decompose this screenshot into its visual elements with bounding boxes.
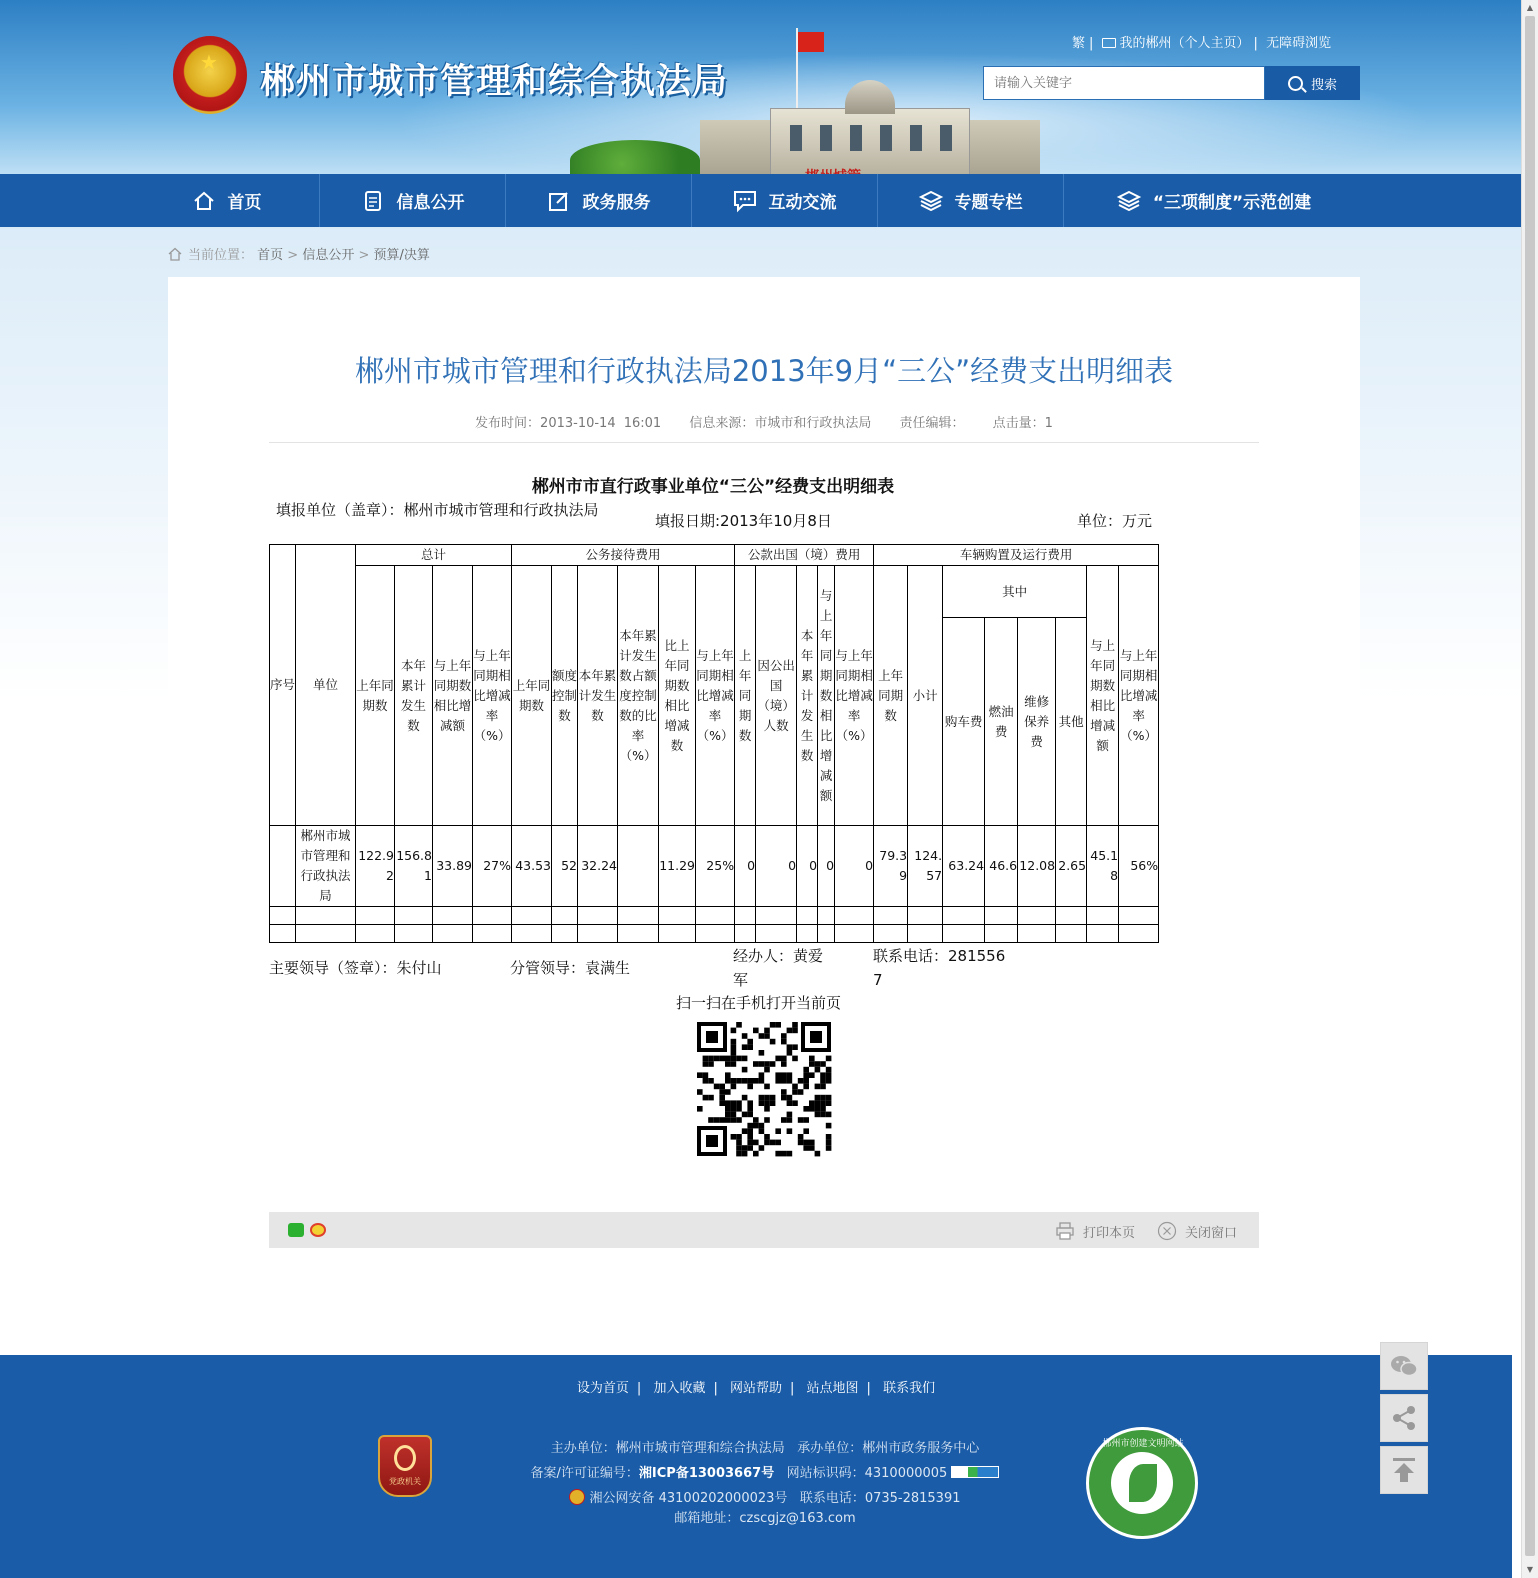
group-reception: 公务接待费用 [512,545,735,566]
footer-police[interactable]: 湘公网安备 43100202000023号 [589,1491,788,1506]
printer-icon [1055,1221,1075,1241]
nav-label: 信息公开 [396,193,465,213]
header-seq: 序号 [270,545,296,826]
group-vehicle-sub: 其中 [943,566,1087,618]
edit-icon [547,189,571,213]
group-vehicle: 车辆购置及运行费用 [874,545,1159,566]
flag-decoration [798,32,824,52]
table-cell: 11.29 [659,826,696,907]
table-cell: 25% [696,826,735,907]
building-window [850,125,862,151]
table-cell: 2.65 [1056,826,1087,907]
header-cell: 上年同期数 [874,566,908,826]
search-icon [1288,76,1303,91]
footer-link-help[interactable]: 网站帮助 [729,1381,782,1396]
footer-link-sitemap[interactable]: 站点地图 [806,1381,859,1396]
table-cell: 122.92 [356,826,395,907]
table-cell: 27% [473,826,512,907]
qr-label: 扫一扫在手机打开当前页 [676,994,842,1012]
print-button[interactable] [1055,1221,1135,1241]
divider [269,442,1259,443]
header-cell: 其他 [1056,618,1087,826]
back-to-top-button[interactable] [1380,1446,1428,1494]
header-cell: 本年累计发生数 [395,566,433,826]
fill-unit: 填报单位（盖章）：郴州市城市管理和行政执法局 [276,501,599,519]
qr-code [697,1022,831,1156]
article-meta [168,412,1360,431]
table-cell: 0 [797,826,818,907]
traditional-chinese-link[interactable]: 繁 [1072,36,1086,51]
accessibility-link[interactable]: 无障碍浏览 [1266,36,1332,51]
handler-sign: 经办人：黄爱军 [733,947,824,989]
header-cell: 燃油费 [985,618,1018,826]
table-cell: 56% [1119,826,1159,907]
table-cell [270,826,296,907]
building-window [910,125,922,151]
editor: 责任编辑： [899,416,965,431]
footer-icp-label: 备案/许可证编号： [530,1466,639,1481]
layers-icon [919,189,943,213]
article-title: 郴州市城市管理和行政执法局2013年9月“三公”经费支出明细表 [354,354,1174,388]
footer-link-bookmark[interactable]: 加入收藏 [653,1381,706,1396]
table-cell: 124.57 [908,826,943,907]
chat-icon [733,189,757,213]
nav-item-interaction[interactable] [692,174,878,227]
layers-icon [1117,189,1141,213]
nav-label: 政务服务 [582,193,651,213]
footer-icp-line [0,1462,1530,1481]
police-badge-icon [569,1489,585,1505]
breadcrumb-prefix: 当前位置： [188,248,254,263]
header-cell: 小计 [908,566,943,826]
site-header [0,0,1521,175]
main-nav [0,174,1521,227]
my-chenzhou-link[interactable]: 我的郴州（个人主页） [1102,36,1250,51]
header-cell: 额度控制数 [552,566,578,826]
footer-link-set-home[interactable]: 设为首页 [576,1381,629,1396]
header-cell: 与上年同期相比增减率（%） [1119,566,1159,826]
breadcrumb-budget[interactable]: 预算/决算 [373,248,430,263]
header-cell: 上年同期数 [512,566,552,826]
nav-label: “三项制度”示范创建 [1152,193,1312,213]
nav-label: 互动交流 [768,193,837,213]
table-cell: 45.18 [1087,826,1119,907]
footer-phone: 联系电话：0735-2815391 [799,1491,961,1506]
fill-date: 填报日期:2013年10月8日 [655,512,832,530]
building-dome [845,80,895,114]
footer-host: 主办单位：郴州市城市管理和综合执法局 [550,1441,785,1456]
table-row-empty [270,907,1159,925]
building-wing-left [700,120,770,175]
header-cell: 与上年同期数相比增减额 [818,566,835,826]
table-cell: 43.53 [512,826,552,907]
breadcrumb-home[interactable]: 首页 [257,248,284,263]
civilization-text: 郴州市创建文明网站 [1102,1439,1184,1449]
site-title[interactable]: 郴州市城市管理和综合执法局 [260,62,729,102]
scrollbar[interactable] [1521,0,1538,1578]
footer-icp[interactable]: 湘ICP备13003667号 [638,1466,775,1481]
table-cell: 46.6 [985,826,1018,907]
header-unit: 单位 [296,545,356,826]
nav-label: 专题专栏 [954,193,1023,213]
table-cell: 79.39 [874,826,908,907]
header-cell: 比上年同期数相比增减数 [659,566,696,826]
table-cell: 郴州市城市管理和行政执法局 [296,826,356,907]
nav-item-special-topics[interactable] [878,174,1064,227]
header-cell: 与上年同期相比增减率（%） [473,566,512,826]
nav-item-gov-services[interactable] [506,174,692,227]
footer-email-line [0,1507,1530,1526]
close-window-button[interactable] [1157,1221,1237,1241]
header-cell: 与上年同期相比增减率（%） [696,566,735,826]
search-input[interactable] [983,66,1265,100]
main-leader-sign: 主要领导（签章）：朱付山 [269,959,442,977]
table-cell: 32.24 [578,826,618,907]
share-icon [1390,1404,1418,1432]
nav-item-three-systems[interactable] [1064,174,1364,227]
table-cell: 0 [735,826,756,907]
footer-links: 设为首页 | 加入收藏 | 网站帮助 | 站点地图 | 联系我们 [576,1381,936,1396]
home-icon [168,247,182,261]
top-links: 繁 | 我的郴州（个人主页） | 无障碍浏览 [1072,36,1332,51]
weibo-share-icon[interactable] [310,1223,326,1237]
table-cell [618,826,659,907]
table-cell: 52 [552,826,578,907]
arrow-up-icon [1391,1456,1417,1484]
building-window [790,125,802,151]
nav-label: 首页 [227,193,262,213]
header-cell: 因公出国（境）人数 [756,566,797,826]
nav-item-info-disclosure[interactable] [320,174,506,227]
group-total: 总计 [356,545,512,566]
header-cell: 本年累计发生数 [797,566,818,826]
footer-undertaker: 承办单位：郴州市政务服务中心 [797,1441,980,1456]
click-count: 点击量：1 [992,416,1053,431]
table-cell: 0 [835,826,874,907]
nav-item-home[interactable] [134,174,320,227]
table-cell: 33.89 [433,826,473,907]
group-abroad: 公款出国（境）费用 [735,545,874,566]
national-emblem-logo: ★ [173,36,247,114]
search-button-label: 搜索 [1310,77,1337,93]
table-cell: 0 [756,826,797,907]
scrollbar-thumb[interactable] [1525,16,1535,1556]
search-button[interactable] [1265,66,1360,100]
badge-text: 党政机关 [389,1477,421,1486]
header-cell: 本年累计发生数 [578,566,618,826]
site-id-badge-icon [951,1466,999,1478]
table-cell: 12.08 [1018,826,1056,907]
wechat-icon [1389,1353,1419,1379]
share-side-button[interactable] [1380,1394,1428,1442]
monitor-icon [1102,38,1116,48]
wechat-side-button[interactable] [1380,1342,1428,1390]
print-label: 打印本页 [1083,1225,1136,1241]
table-row [270,826,1159,907]
share-bar [269,1212,1259,1248]
header-cell: 购车费 [943,618,985,826]
site-footer [0,1355,1512,1578]
header-cell: 与上年同期相比增减率（%） [835,566,874,826]
leaf-icon [1129,1464,1157,1502]
contact-phone: 联系电话：2815567 [873,947,1006,989]
side-toolbar [1380,1342,1428,1498]
info-source: 信息来源：市城市和行政执法局 [689,416,872,431]
close-icon [1157,1221,1177,1241]
publish-time: 发布时间：2013-10-14 16:01 [475,416,662,431]
header-cell: 上年同期数 [735,566,756,826]
civilization-site-badge[interactable] [1086,1427,1198,1539]
breadcrumb-info-disclosure[interactable]: 信息公开 [302,248,355,263]
breadcrumb: 当前位置： 首页 > 信息公开 > 预算/决算 [168,244,430,263]
header-cell: 维修保养费 [1018,618,1056,826]
header-cell: 上年同期数 [356,566,395,826]
footer-email: 邮箱地址：czscgjz@163.com [674,1511,856,1526]
building-window [940,125,952,151]
table-cell: 63.24 [943,826,985,907]
header-cell: 与上年同期数相比增减额 [1087,566,1119,826]
charge-leader-sign: 分管领导：袁满生 [510,959,631,977]
table-cell: 156.81 [395,826,433,907]
scroll-up-arrow-icon[interactable]: ▲ [1526,3,1534,12]
header-cell: 与上年同期数相比增减额 [433,566,473,826]
amount-unit: 单位：万元 [1077,512,1153,530]
scroll-down-arrow-icon[interactable]: ▼ [1526,1565,1534,1574]
wechat-share-icon[interactable] [288,1223,304,1237]
building-window [880,125,892,151]
home-icon [192,189,216,213]
table-row-empty [270,925,1159,943]
table-cell: 0 [818,826,835,907]
footer-host-line [0,1437,1530,1456]
report-title: 郴州市市直行政事业单位“三公”经费支出明细表 [531,477,895,497]
building-wing-right [970,120,1040,175]
close-label: 关闭窗口 [1185,1225,1238,1241]
footer-link-contact[interactable]: 联系我们 [883,1381,936,1396]
building-window [820,125,832,151]
header-cell: 本年累计发生数占额度控制数的比率（%） [618,566,659,826]
document-icon [361,189,385,213]
expense-table [269,544,1159,943]
footer-police-line [0,1487,1530,1506]
footer-site-id: 网站标识码：4310000005 [786,1466,948,1481]
